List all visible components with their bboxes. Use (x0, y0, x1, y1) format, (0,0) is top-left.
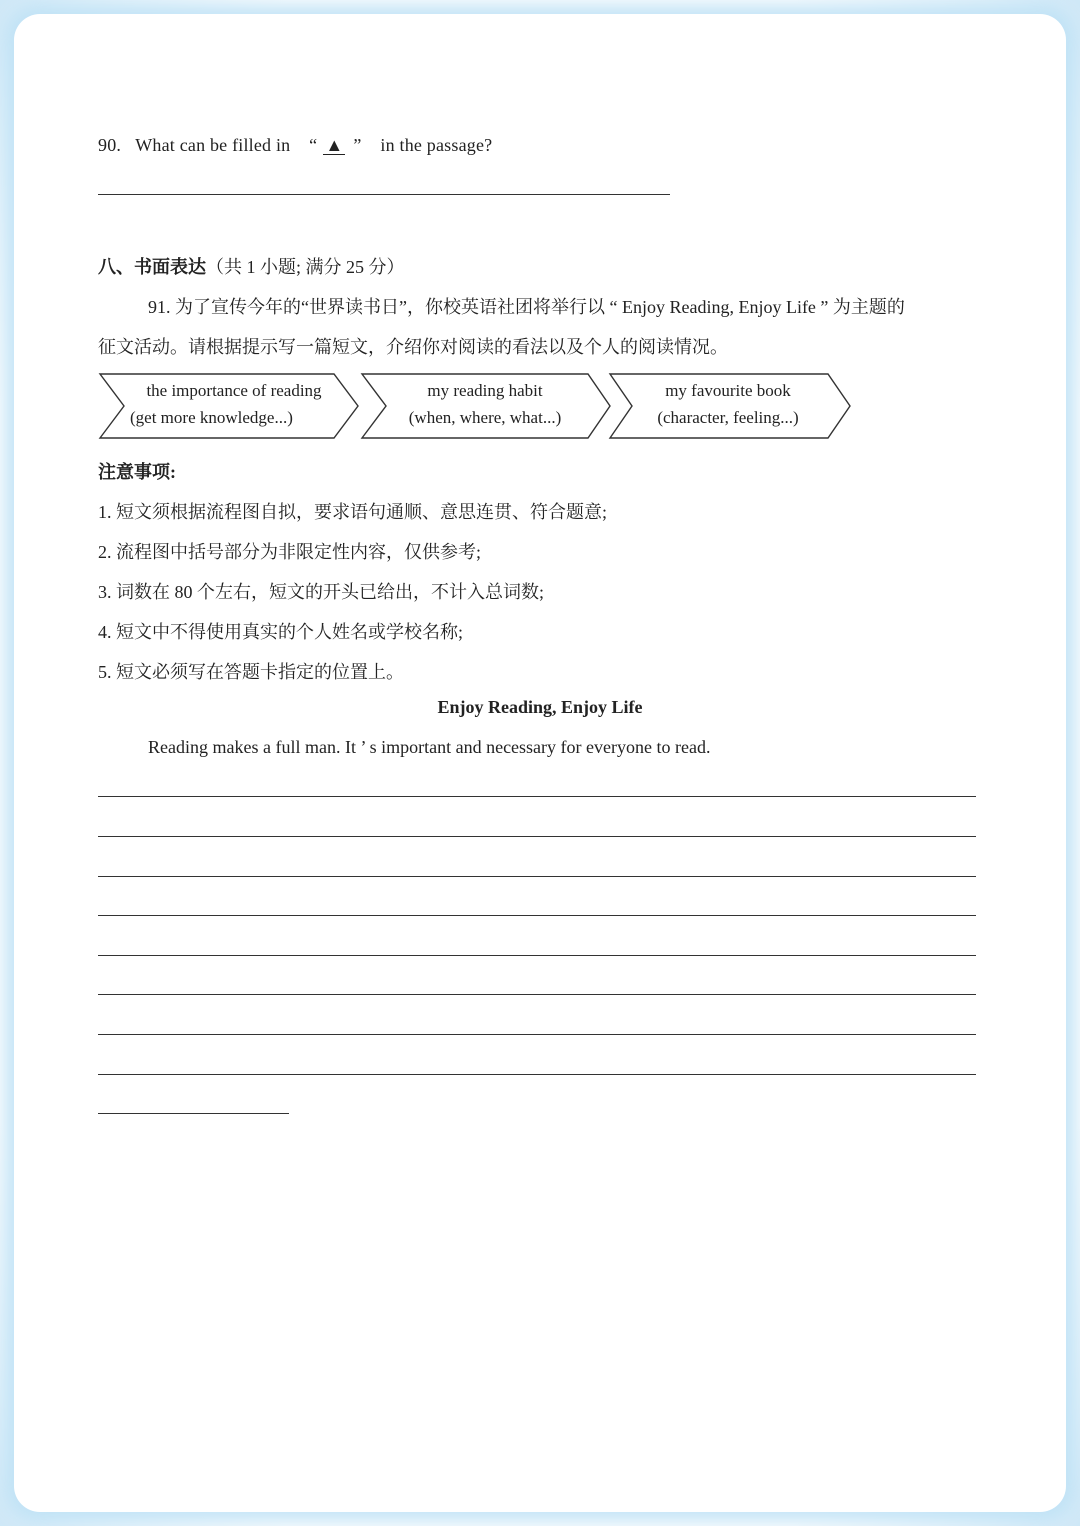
note-item: 2. 流程图中括号部分为非限定性内容，仅供参考; (98, 542, 481, 562)
question-text-end: in the passage? (380, 135, 493, 155)
flow-step-1 (124, 377, 344, 431)
note-item: 5. 短文必须写在答题卡指定的位置上。 (98, 662, 404, 682)
flow-step-3 (630, 377, 826, 431)
notes-title: 注意事项: (98, 462, 176, 482)
flow-step-hint: (when, where, what...) (408, 408, 562, 427)
question-text: What can be filled in (135, 135, 291, 155)
answer-line-90[interactable] (98, 194, 670, 195)
question-90 (98, 135, 492, 156)
section-score-note: （共 1 小题; 满分 25 分） (206, 257, 405, 277)
flow-step-title: my reading habit (427, 381, 543, 400)
flow-step-title: my favourite book (665, 381, 791, 400)
exam-page (14, 14, 1066, 1512)
flow-step-title: the importance of reading (146, 381, 322, 400)
essay-opening: Reading makes a full man. It ’ s important and necessary for everyone to read. (148, 737, 711, 757)
note-item: 4. 短文中不得使用真实的个人姓名或学校名称; (98, 622, 463, 642)
writing-line[interactable] (98, 796, 976, 797)
open-quote: “ (309, 135, 318, 155)
flow-step-2 (384, 377, 586, 431)
writing-line[interactable] (98, 915, 976, 916)
writing-line[interactable] (98, 1034, 976, 1035)
essay-title: Enjoy Reading, Enjoy Life (437, 697, 643, 717)
flow-step-hint: (get more knowledge...) (130, 408, 293, 427)
prompt-line-1: 91. 为了宣传今年的“世界读书日”，你校英语社团将举行以 “ Enjoy Reading, Enjoy Life ” 为主题的 (148, 297, 905, 317)
section-heading: 八、书面表达 (98, 257, 206, 277)
writing-line-short[interactable] (98, 1113, 289, 1114)
writing-line[interactable] (98, 836, 976, 837)
question-number: 90. (98, 135, 122, 155)
writing-line[interactable] (98, 955, 976, 956)
triangle-marker-icon: ▲ (325, 135, 344, 155)
prompt-line-2: 征文活动。请根据提示写一篇短文，介绍你对阅读的看法以及个人的阅读情况。 (98, 337, 728, 357)
writing-line[interactable] (98, 1074, 976, 1075)
flow-chart (98, 372, 858, 442)
note-item: 1. 短文须根据流程图自拟，要求语句通顺、意思连贯、符合题意; (98, 502, 607, 522)
writing-line[interactable] (98, 994, 976, 995)
close-quote: ” (353, 135, 362, 155)
flow-step-hint: (character, feeling...) (657, 408, 799, 427)
writing-line[interactable] (98, 876, 976, 877)
section-title (98, 253, 405, 279)
note-item: 3. 词数在 80 个左右，短文的开头已给出，不计入总词数; (98, 582, 544, 602)
